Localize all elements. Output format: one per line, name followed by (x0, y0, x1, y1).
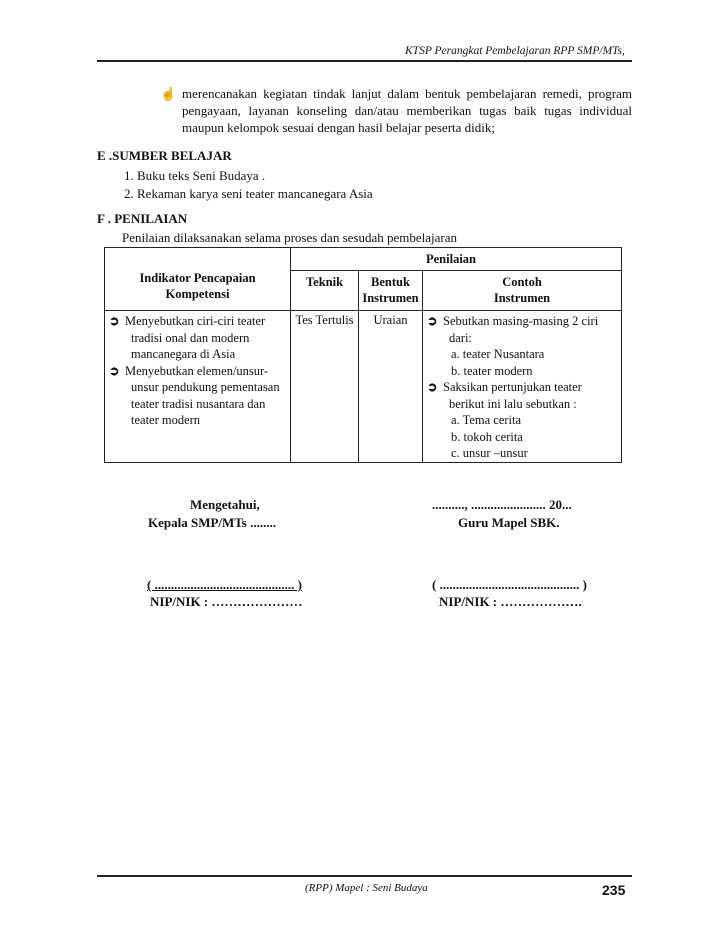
teknik-value: Tes Tertulis (295, 313, 354, 327)
arrow-right-icon: ➲ (109, 314, 120, 328)
header-bentuk-cell (359, 271, 423, 310)
contoh-line: dari: (449, 330, 472, 345)
header-bentuk-line2: Instrumen (362, 291, 419, 305)
contoh-cell (423, 311, 622, 463)
sig-left-nip: NIP/NIK : ………………… (150, 594, 303, 609)
sig-left-mengetahui: Mengetahui, (190, 497, 260, 512)
contoh-line: Sebutkan masing-masing 2 ciri (443, 314, 599, 328)
indikator-line: tradisi onal dan modern (131, 330, 250, 345)
contoh-line: a. teater Nusantara (451, 347, 545, 361)
contoh-line: a. Tema cerita (451, 413, 522, 427)
penilaian-table (104, 247, 622, 463)
footer-rule (97, 875, 632, 877)
bentuk-value: Uraian (373, 313, 408, 327)
penilaian-intro: Penilaian dilaksanakan selama proses dan sesudah pembelajaran (122, 230, 457, 245)
header-contoh-line2: Instrumen (493, 291, 551, 305)
indikator-line: teater tradisi nusantara dan (131, 396, 266, 411)
contoh-line: b. tokoh cerita (451, 429, 523, 444)
sig-right-nip: NIP/NIK : ………………. (439, 594, 582, 609)
section-title-sumber-belajar: E .SUMBER BELAJAR (97, 148, 232, 163)
sig-left-title: Kepala SMP/MTs ........ (148, 515, 277, 530)
header-penilaian-group (291, 248, 622, 311)
indikator-line: unsur pendukung pementasan (131, 380, 280, 394)
contoh-line: Saksikan pertunjukan teater (443, 380, 582, 394)
indikator-cell (105, 311, 291, 463)
indikator-line: Menyebutkan elemen/unsur- (125, 363, 269, 378)
arrow-right-icon: ➲ (427, 314, 438, 328)
teknik-cell (291, 311, 359, 463)
header-indikator (105, 248, 291, 311)
intro-bullet-text: merencanakan kegiatan tindak lanjut dalam bentuk pembelajaran remedi, program pengayaan, layanan konseling dan/atau memberikan tugas baik tugas individual maupun kelompok sesuai dengan hasil belajar peserta didik; (182, 86, 632, 135)
bentuk-cell (359, 311, 423, 463)
sig-left-name: ( ........................................... ) (147, 577, 302, 592)
header-indikator-line2: Kompetensi (165, 287, 230, 301)
contoh-line: b. teater modern (451, 363, 533, 378)
section-title-penilaian: F . PENILAIAN (97, 211, 188, 226)
contoh-line: berikut ini lalu sebutkan : (449, 396, 577, 411)
header-penilaian: Penilaian (291, 248, 621, 271)
header-teknik: Teknik (305, 275, 344, 289)
hand-pointer-icon: ☝ (160, 86, 177, 101)
header-indikator-line1: Indikator Pencapaian (139, 271, 256, 285)
arrow-right-icon: ➲ (109, 363, 120, 378)
header-teknik-cell (291, 271, 359, 310)
sig-right-title: Guru Mapel SBK. (458, 515, 560, 530)
indikator-line: mancanegara di Asia (131, 347, 236, 361)
running-header: KTSP Perangkat Pembelajaran RPP SMP/MTs, (405, 45, 625, 57)
indikator-line: Menyebutkan ciri-ciri teater (125, 314, 266, 328)
sig-right-date: .........., ....................... 20... (432, 497, 572, 512)
arrow-right-icon: ➲ (427, 380, 438, 394)
contoh-line: c. unsur –unsur (451, 446, 528, 460)
indikator-line: teater modern (131, 413, 201, 427)
intro-bullet (160, 85, 632, 136)
header-contoh-line1: Contoh (502, 275, 542, 289)
header-rule (97, 60, 632, 62)
sig-right-name: ( ........................................... ) (432, 577, 587, 592)
list-item: 2. Rekaman karya seni teater mancanegara Asia (124, 186, 373, 201)
page-number: 235 (602, 882, 626, 898)
header-contoh-cell (423, 271, 621, 310)
footer-subject: (RPP) Mapel : Seni Budaya (305, 882, 428, 894)
list-item: 1. Buku teks Seni Budaya . (124, 168, 266, 183)
header-bentuk-line1: Bentuk (371, 275, 410, 289)
